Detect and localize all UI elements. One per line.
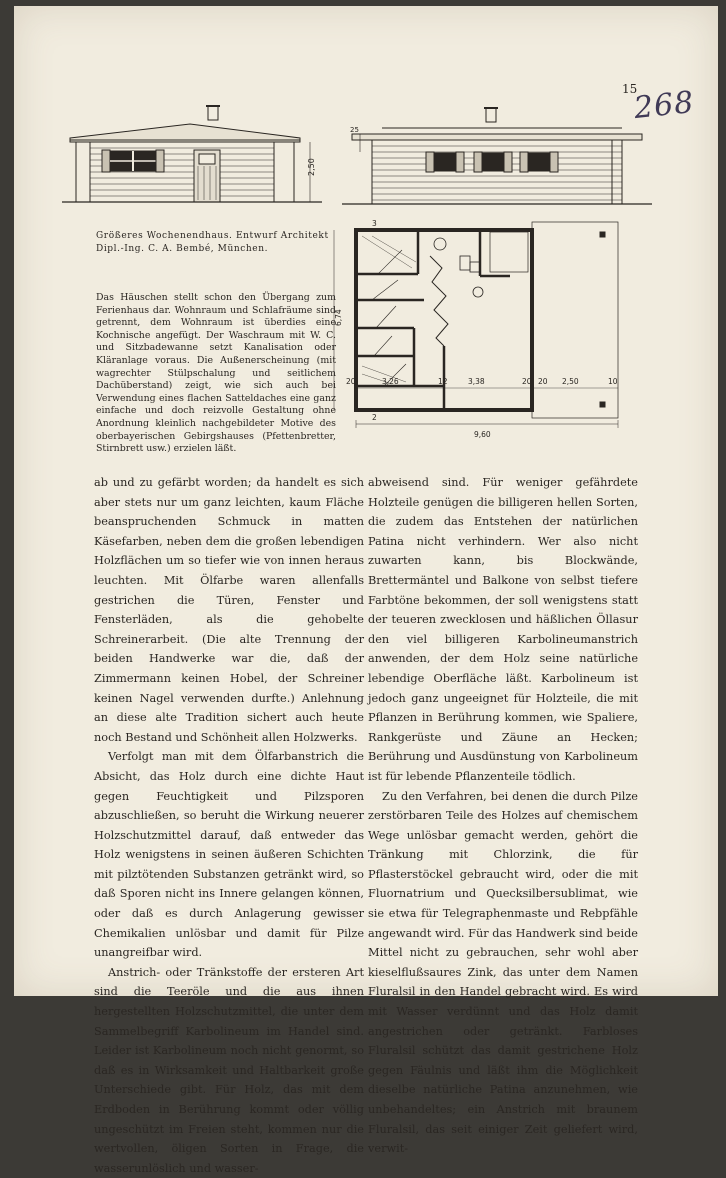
figure-caption: Größeres Wochenendhaus. Entwurf Architekt Dipl.-Ing. C. A. Bembé, München. [96,231,329,254]
elevation-dimension-right: 25 [350,126,359,134]
paragraph: Zu den Verfahren, bei denen die durch Pilze zerstörbaren Teile des Holzes auf chemischem Wege unlösbar gemacht werden, gehört die Tränkung mit Chlorzink, die für Pflasterstöckel gebraucht wird, oder die mit Fluornatrium und Quecksilbersublimat, wie sie etwa für Telegraphenmaste und Rebpfähle angewandt wird. Für das Handwerk sind beide Mittel nicht zu gebrauchen, sehr wohl aber kieselflußsaures Zink, das unter dem Namen Fluralsil in den Handel gebracht wird. Es wird mit Wasser verdünnt und das Holz damit angestrichen oder getränkt. Farbloses Fluralsil schützt das damit gestrichene Holz gegen Fäulnis und läßt ihm die Möglichkeit dieselbe natürliche Patina anzunehmen, wie unbehandeltes; ein Anstrich mit braunem Fluralsil, das seit einiger Zeit geliefert wird, verwit- [368,789,638,1156]
side-elevation-drawing [342,100,672,212]
plan-total-width-dim: 9,60 [474,430,491,439]
figure-description: Das Häuschen stellt schon den Übergang zum Ferienhaus dar. Wohnraum und Schlafräume sind getrennt, dem Wohnraum ist überdies eine Kochnische angefügt. Der Waschraum mit W. C. und Sitzbadewanne setzt Kanalisation oder Kläranlage voraus. Die Außenerscheinung (mit wagrechter Stülpschalung und seitlichem Dachüberstand) zeigt, wie sich auch bei Verwendung eines flachen Satteldaches eine ganz einfache und doch reizvolle Gestaltung ohne Anordnung kleinlich nachgebildeter Motive des oberbayerischen Gebirgshauses (Pfettenbretter, Stirnbrett usw.) erzielen läßt. [96,292,336,455]
handwritten-number: 268 [632,84,696,127]
plan-marker-top: 3 [372,219,377,228]
floor-plan-drawing [332,216,642,442]
plan-wall-e: 20 [538,377,548,386]
plan-depth-dim: 6,74 [334,309,343,326]
plan-room-mid-dim: 3,38 [468,377,485,386]
book-page [14,6,718,1175]
plan-marker-bottom: 2 [372,413,377,422]
paragraph: ab und zu gefärbt worden; da handelt es sich aber stets nur um ganz leichten, kaum Fläche beanspruchenden Schmuck in matten Käsefarben, neben dem die großen lebendigen Holzflächen um so tiefer wie von innen heraus leuchten. Mit Ölfarbe waren allenfalls gestrichen die Türen, Fenster und Fensterläden, als die gehobelte Schreinerarbeit. (Die alte Trennung der beiden Handwerke war die, daß der Zimmermann keinen Hobel, der Schreiner keinen Nagel verwenden durfte.) Anlehnung an diese alte Tradition sichert auch heute noch Bestand und Schönheit allen Holzwerks. [94,476,364,744]
body-column-left [94,473,364,1178]
page-number: 15 [622,82,638,96]
paragraph: Verfolgt man mit dem Ölfarbanstrich die Absicht, das Holz durch eine dichte Haut gegen Feuchtigkeit und Pilzsporen abzuschließen, so beruht die Wirkung neuerer Holzschutzmittel darauf, daß entweder das Holz wenigstens in seinen äußeren Schichten mit pilztötenden Substanzen getränkt wird, so daß Sporen nicht ins Innere gelangen können, oder daß es durch Anlagerung gewisser Chemikalien unlösbar und damit für Pilze unangreifbar wird. [94,750,364,960]
plan-wall-a: 20 [346,377,356,386]
paragraph: Anstrich- oder Tränkstoffe der ersteren Art sind die Teeröle und die aus ihnen hergestellten Holzschutzmittel, die unter dem Sammelbegriff Karbolineum im Handel sind. Leider ist Karbolineum noch nicht genormt, so daß es in Wirksamkeit und Haltbarkeit große Unterschiede gibt. Für Holz, das mit dem Erdboden in Berührung kommt oder völlig ungeschützt im Freien steht, kommen nur die wertvollen, öligen Sorten in Frage, die wasserunlöslich und wasser- [94,965,364,1175]
plan-wall-b: 12 [438,377,448,386]
plan-terrace-dim: 2,50 [562,377,579,386]
elevation-dimension-left: 2,50 [307,158,316,176]
plan-wall-c: 20 [522,377,532,386]
plan-room-left-dim: 3,26 [382,377,399,386]
plan-wall-d: 10 [608,377,618,386]
body-column-right [368,473,638,1159]
gable-elevation-drawing [62,94,332,212]
paragraph: abweisend sind. Für weniger gefährdete Holzteile genügen die billigeren hellen Sorten, die zudem das Entstehen der natürlichen Patina nicht verhindern. Wer also nicht zuwarten kann, bis Blockwände, Brettermäntel und Balkone von selbst tiefere Farbtöne bekommen, der soll wenigstens statt der teueren zwecklosen und häßlichen Öllasur den viel billigeren Karbolineumanstrich anwenden, der dem Holz seine natürliche lebendige Oberfläche läßt. Karbolineum ist jedoch ganz ungeeignet für Holzteile, die mit Pflanzen in Berührung kommen, wie Spaliere, Rankgerüste und Zäune an Hecken; Berührung und Ausdünstung von Karbolineum ist für lebende Pflanzenteile tödlich. [368,476,638,783]
